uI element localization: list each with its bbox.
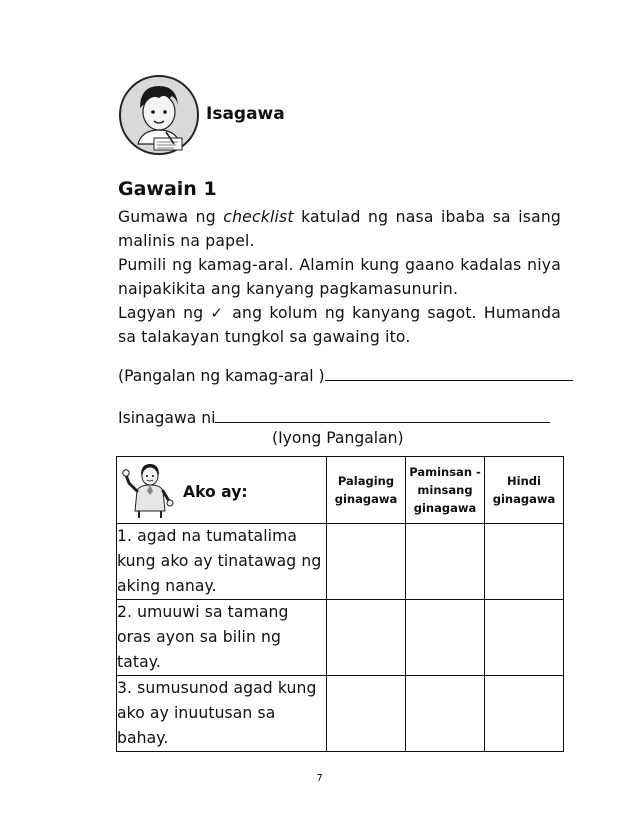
instruction-text: Gumawa ng <box>118 208 224 226</box>
instruction-paragraph-1 <box>118 205 561 253</box>
check-cell-hindi[interactable] <box>485 676 564 752</box>
instruction-text: Lagyan ng <box>118 304 211 322</box>
page-number: 7 <box>316 773 323 784</box>
section-header <box>118 74 418 158</box>
instruction-paragraph-2: Pumili ng kamag-aral. Alamin kung gaano kadalas niya naipakikita ang kanyang pagkamasunurin. <box>118 256 561 298</box>
activity-title: Gawain 1 <box>118 178 217 200</box>
classmate-name-line <box>118 365 573 385</box>
instruction-text: katulad ng nasa ibaba sa isang malinis na papel. <box>118 208 562 250</box>
check-cell-hindi[interactable] <box>485 524 564 600</box>
instruction-italic-word: checklist <box>223 208 294 226</box>
student-raising-hand-icon <box>121 461 175 519</box>
activity-instructions <box>118 205 561 349</box>
table-row <box>117 676 564 752</box>
section-title: Isagawa <box>206 104 285 124</box>
done-by-line <box>118 407 550 427</box>
table-row <box>117 600 564 676</box>
ako-ay-label: Ako ay: <box>183 483 248 501</box>
column-header-paminsan: Paminsan -minsang ginagawa <box>406 457 485 524</box>
instruction-paragraph-3 <box>118 301 561 349</box>
done-by-label: Isinagawa ni <box>118 409 216 427</box>
table-header-row <box>117 457 564 524</box>
check-cell-paminsan[interactable] <box>406 600 485 676</box>
your-name-caption: (Iyong Pangalan) <box>272 429 404 447</box>
check-cell-palaging[interactable] <box>327 600 406 676</box>
check-cell-paminsan[interactable] <box>406 524 485 600</box>
row-statement: 2. umuuwi sa tamang oras ayon sa bilin ng tatay. <box>117 600 327 676</box>
check-cell-hindi[interactable] <box>485 600 564 676</box>
column-header-palaging: Palaging ginagawa <box>327 457 406 524</box>
check-cell-palaging[interactable] <box>327 524 406 600</box>
student-writing-icon <box>118 74 200 156</box>
done-by-blank[interactable] <box>215 407 550 423</box>
column-header-hindi: Hindi ginagawa <box>485 457 564 524</box>
table-row <box>117 524 564 600</box>
ako-ay-header <box>117 457 327 524</box>
classmate-name-label: (Pangalan ng kamag-aral ) <box>118 367 325 385</box>
check-cell-palaging[interactable] <box>327 676 406 752</box>
check-cell-paminsan[interactable] <box>406 676 485 752</box>
row-statement: 1. agad na tumatalima kung ako ay tinatawag ng aking nanay. <box>117 524 327 600</box>
checklist-table <box>116 456 564 752</box>
row-statement: 3. sumusunod agad kung ako ay inuutusan sa bahay. <box>117 676 327 752</box>
instruction-text: ang kolum ng kanyang sagot. Humanda sa talakayan tungkol sa gawaing ito. <box>118 304 561 346</box>
classmate-name-blank[interactable] <box>325 365 573 381</box>
check-mark-icon: ✓ <box>210 304 226 322</box>
